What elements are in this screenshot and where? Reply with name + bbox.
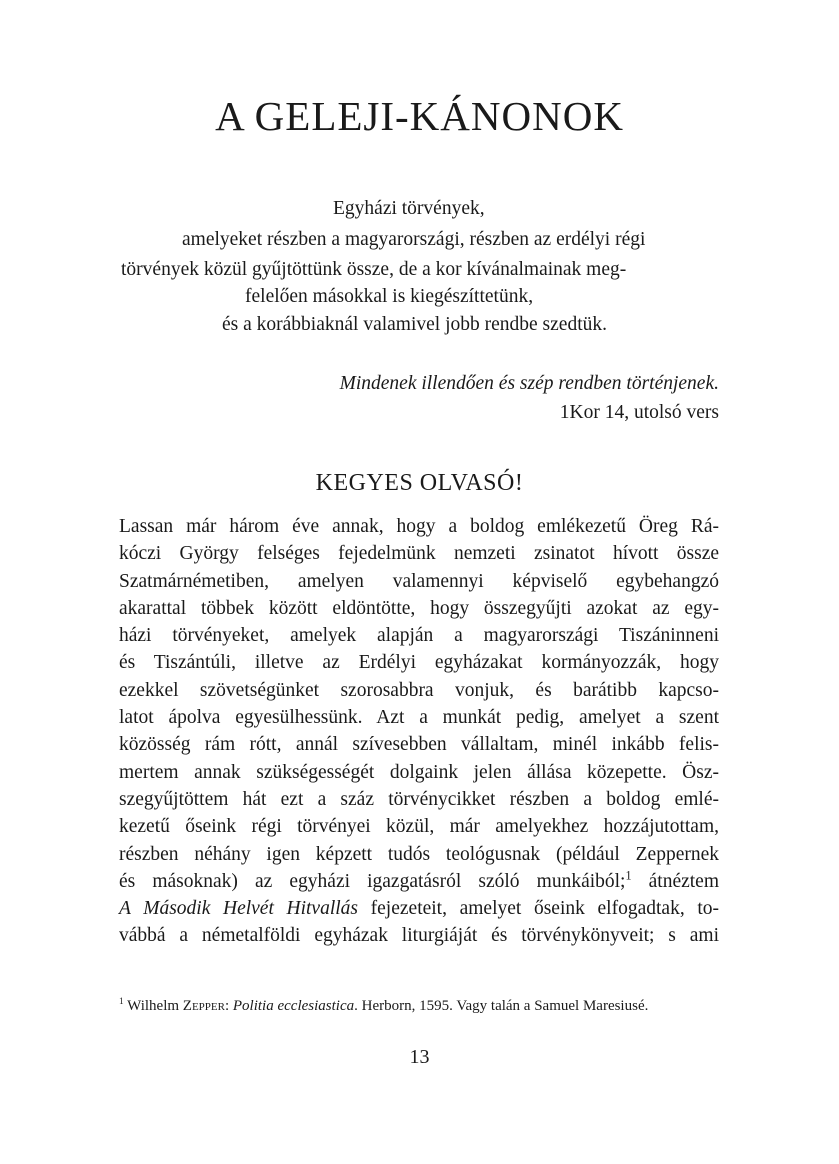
body-line: ezekkel szövetségünket szorosabbra vonjuk, és barátibb kapcso- — [119, 679, 719, 701]
footnote-author-last: Zepper — [182, 998, 225, 1014]
body-line — [119, 895, 719, 922]
body-line: közösség rám rótt, annál szívesebben vállaltam, minél inkább felis- — [119, 734, 719, 756]
book-title: A Második Helvét Hitvallás — [119, 898, 359, 920]
subtitle-line: és a korábbiaknál valamivel jobb rendbe szedtük. — [222, 314, 607, 335]
body-text — [119, 513, 719, 950]
body-line: részben néhány igen képzett tudós teológusnak (például Zeppernek — [119, 843, 719, 865]
body-line: latot ápolva egyesülhessünk. Azt a munkát pedig, amelyet a szent — [119, 707, 719, 729]
body-line: kóczi György felséges fejedelmünk nemzeti zsinatot hívott össze — [119, 543, 719, 565]
body-line: házi törvényeket, amelyek alapján a magyarországi Tiszáninneni — [119, 625, 719, 647]
page-number: 13 — [409, 1046, 430, 1068]
body-text-span: fejezeteit, amelyet őseink elfogadtak, to- — [358, 898, 719, 920]
footnote-author-first: Wilhelm — [127, 998, 183, 1014]
body-line: Lassan már három éve annak, hogy a boldog emlékezetű Öreg Rá- — [119, 516, 719, 537]
body-line: vábbá a németalföldi egyházak liturgiáját és törvénykönyveit; s ami — [119, 925, 719, 947]
footnote-reference[interactable]: 1 — [625, 868, 632, 883]
epigraph — [340, 369, 719, 427]
body-line: kezetű őseink régi törvényei közül, már amelyekhez hozzájutottam, — [119, 816, 719, 838]
subtitle-line: törvények közül gyűjtöttünk össze, de a kor kívánalmainak meg- — [121, 259, 627, 280]
body-line: akarattal többek között eldöntötte, hogy összegyűjti azokat az egy- — [119, 597, 719, 619]
footnote-work-title: Politia ecclesiastica — [232, 998, 355, 1014]
epigraph-reference: 1Kor 14, utolsó vers — [559, 402, 719, 423]
epigraph-quote: Mindenek illendően és szép rendben történjenek. — [339, 373, 719, 394]
subtitle-line: Egyházi törvények, — [333, 198, 485, 219]
body-line — [119, 868, 719, 895]
body-line: Szatmárnémetiben, amelyen valamennyi képviselő egybehangzó — [119, 570, 719, 592]
section-heading: KEGYES OLVASÓ! — [315, 470, 524, 496]
body-text-span: és másoknak) az egyházi igazgatásról szóló munkáiból; — [119, 870, 626, 892]
subtitle-line: felelően másokkal is kiegészíttetünk, — [245, 286, 534, 307]
page-title: A GELEJI-KÁNONOK — [215, 93, 624, 139]
footnote-separator: : — [224, 998, 233, 1014]
body-line: és Tiszántúli, illetve az Erdélyi egyházakat kormányozzák, hogy — [119, 652, 719, 674]
body-text-span: átnéztem — [631, 870, 719, 892]
footnote-rest: . Herborn, 1595. Vagy talán a Samuel Maresiusé. — [354, 998, 649, 1014]
body-line: szegyűjtöttem hát ezt a száz törvénycikket részben a boldog emlé- — [119, 788, 719, 810]
body-line: mertem annak szükségességét dolgaink jelen állása közepette. Ösz- — [119, 761, 719, 783]
footnote — [119, 998, 719, 1015]
subtitle-line: amelyeket részben a magyarországi, részben az erdélyi régi — [182, 229, 646, 250]
footnote-number: 1 — [119, 997, 124, 1007]
